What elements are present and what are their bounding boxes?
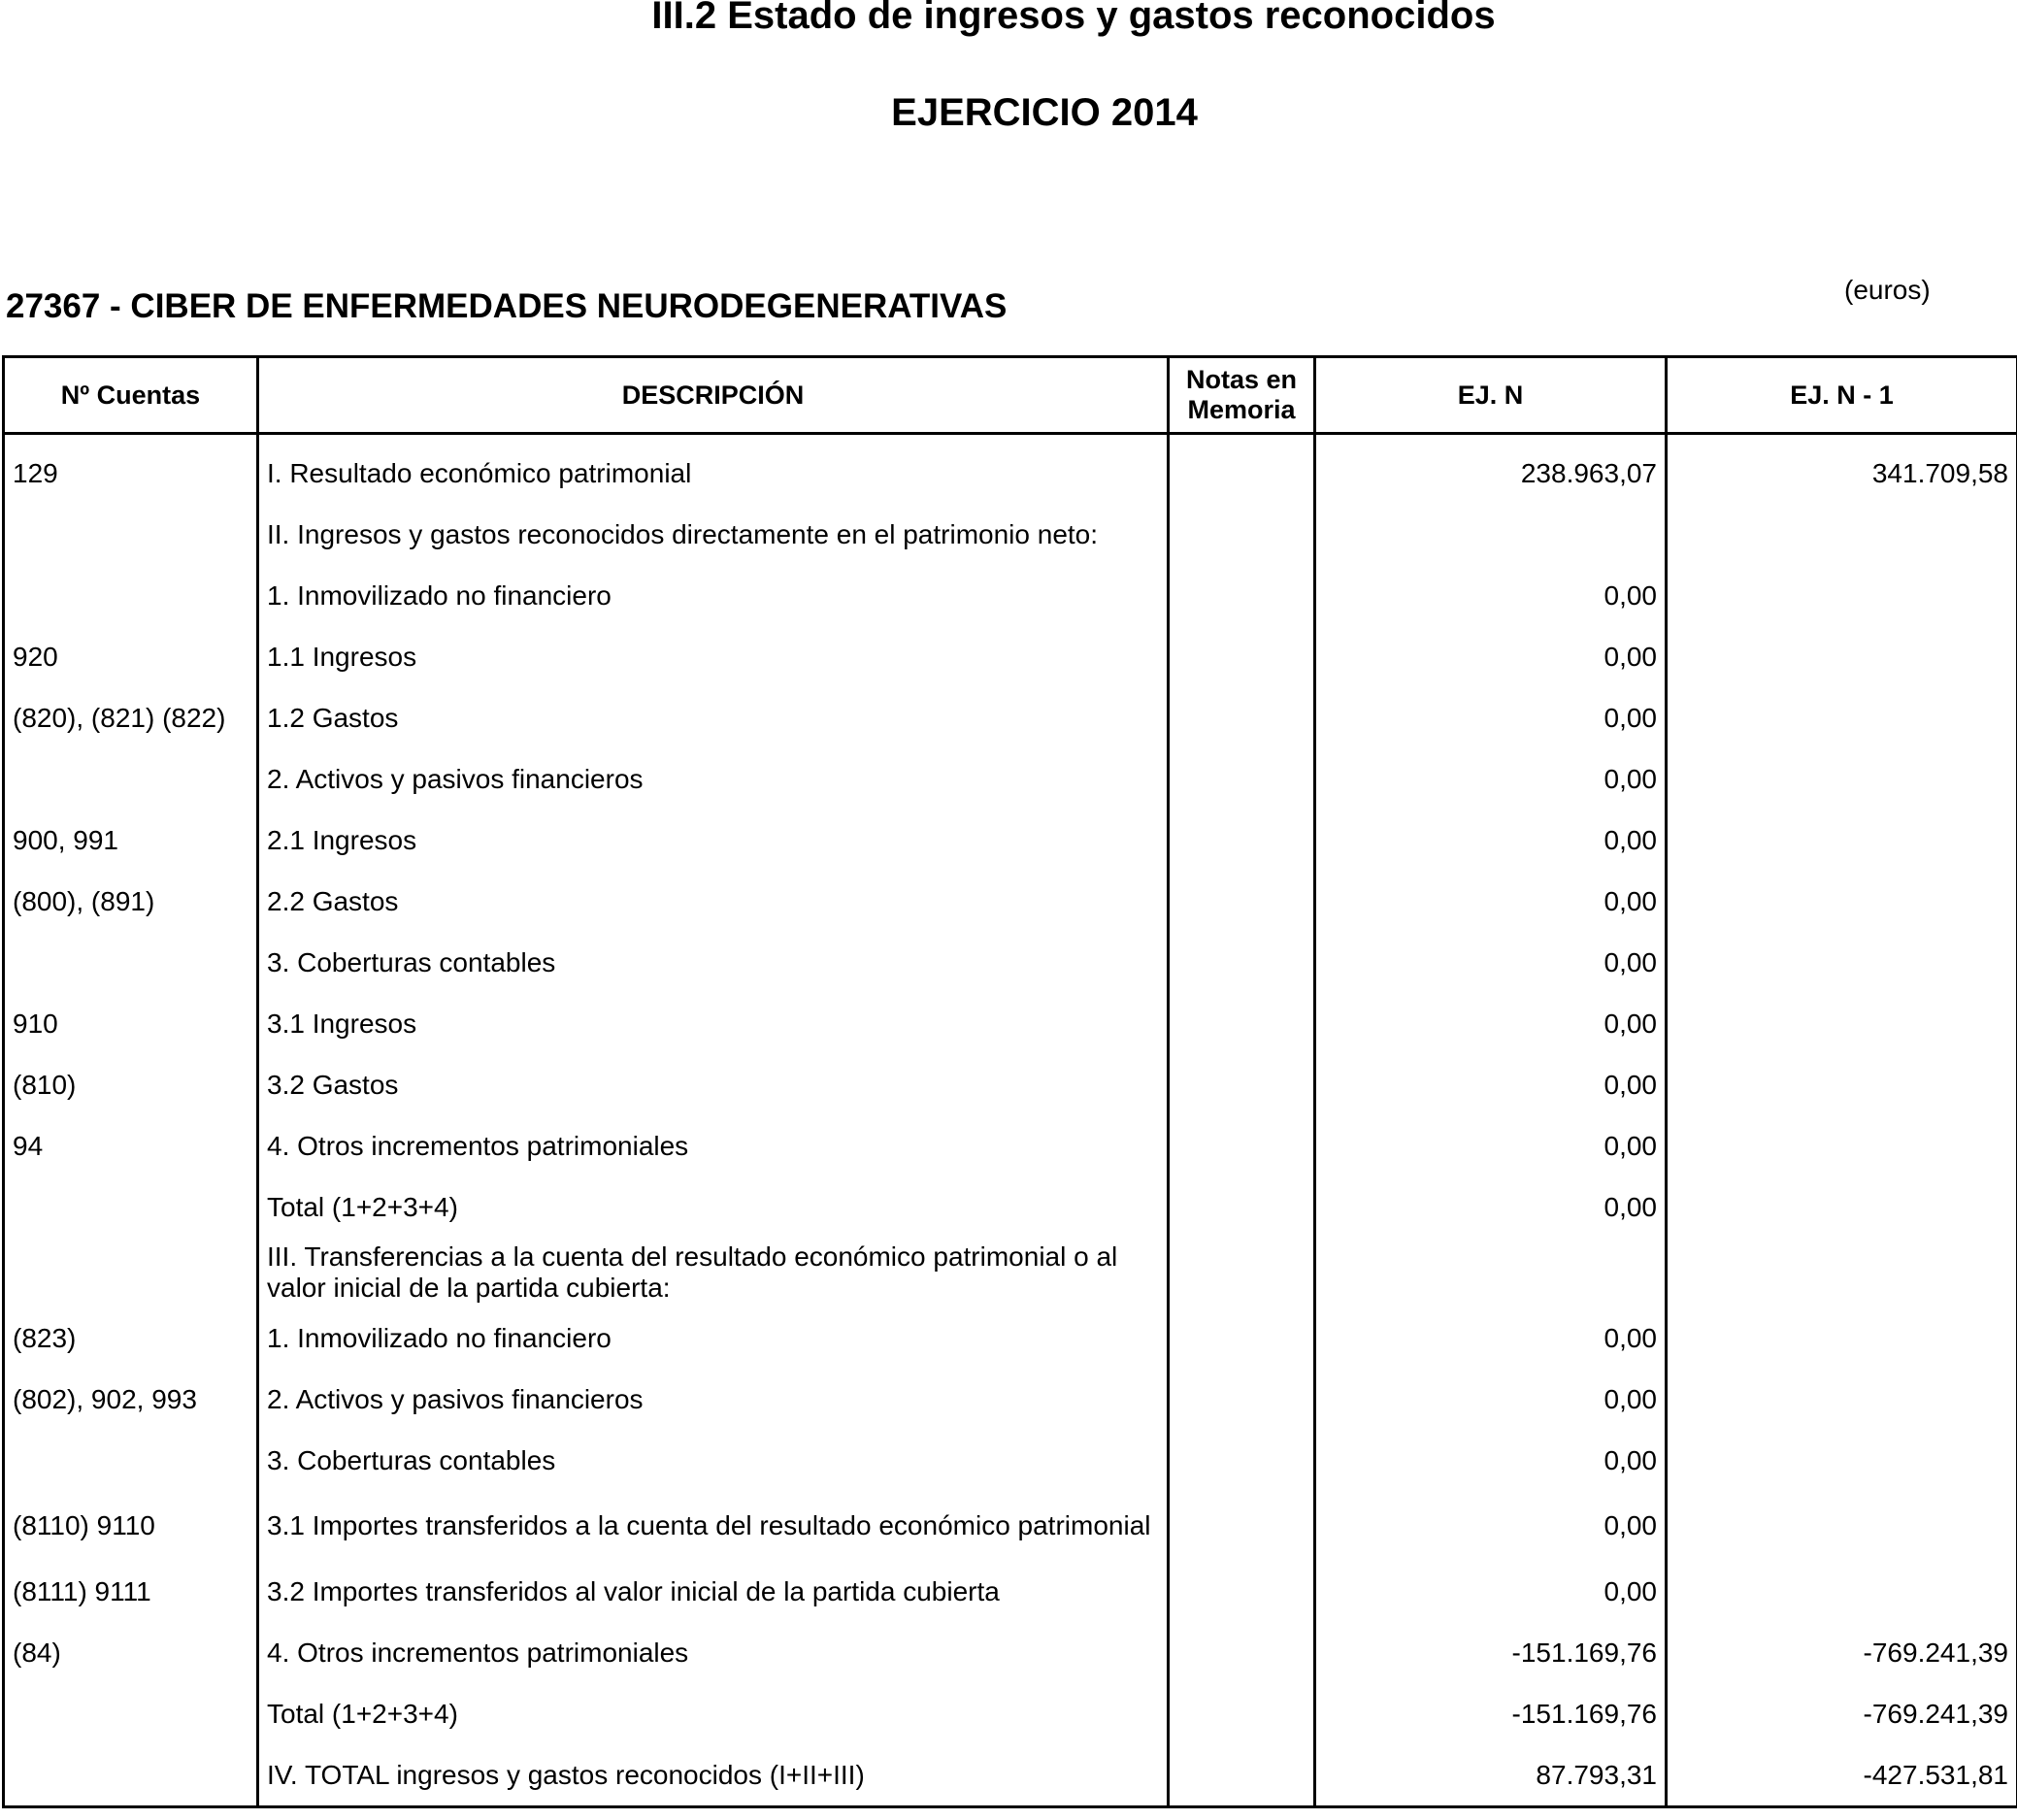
cell-notes xyxy=(1169,748,1315,810)
table-row xyxy=(4,1369,2017,1430)
cell-notes xyxy=(1169,1054,1315,1115)
page-title xyxy=(2,0,2017,38)
cell-current-year: 0,00 xyxy=(1315,626,1667,687)
cell-current-year: 0,00 xyxy=(1315,748,1667,810)
cell-current-year: -151.169,76 xyxy=(1315,1622,1667,1683)
cell-accounts: (84) xyxy=(4,1622,258,1683)
table-row xyxy=(4,1176,2017,1238)
cell-current-year: 0,00 xyxy=(1315,1491,1667,1561)
cell-previous-year: 341.709,58 xyxy=(1667,434,2017,505)
cell-description: 1.1 Ingresos xyxy=(258,626,1169,687)
cell-previous-year xyxy=(1667,1369,2017,1430)
cell-current-year: 0,00 xyxy=(1315,810,1667,871)
cell-previous-year xyxy=(1667,626,2017,687)
cell-notes xyxy=(1169,932,1315,993)
cell-notes xyxy=(1169,434,1315,505)
cell-description: 2. Activos y pasivos financieros xyxy=(258,748,1169,810)
cell-description: 3. Coberturas contables xyxy=(258,932,1169,993)
cell-current-year: 0,00 xyxy=(1315,1561,1667,1622)
cell-notes xyxy=(1169,993,1315,1054)
column-header-notes xyxy=(1169,357,1315,434)
table-row xyxy=(4,993,2017,1054)
cell-notes xyxy=(1169,1683,1315,1744)
cell-accounts xyxy=(4,565,258,626)
entity-heading: 27367 - CIBER DE ENFERMEDADES NEURODEGENERATIVAS xyxy=(6,287,1008,325)
cell-current-year: 0,00 xyxy=(1315,565,1667,626)
currency-unit-label: (euros) xyxy=(1844,275,1931,305)
table-row xyxy=(4,1683,2017,1744)
cell-accounts xyxy=(4,1176,258,1238)
cell-accounts: 94 xyxy=(4,1115,258,1176)
cell-previous-year: -769.241,39 xyxy=(1667,1683,2017,1744)
cell-accounts: (820), (821) (822) xyxy=(4,687,258,748)
cell-accounts xyxy=(4,1683,258,1744)
table-row xyxy=(4,565,2017,626)
cell-previous-year xyxy=(1667,1054,2017,1115)
column-header-description: DESCRIPCIÓN xyxy=(258,357,1169,434)
cell-notes xyxy=(1169,1561,1315,1622)
cell-description: Total (1+2+3+4) xyxy=(258,1683,1169,1744)
fiscal-year-text: EJERCICIO 2014 xyxy=(891,91,1198,134)
cell-accounts: 900, 991 xyxy=(4,810,258,871)
cell-current-year: 238.963,07 xyxy=(1315,434,1667,505)
cell-accounts xyxy=(4,1744,258,1807)
table-row xyxy=(4,1238,2017,1307)
cell-description: 2. Activos y pasivos financieros xyxy=(258,1369,1169,1430)
cell-current-year: 0,00 xyxy=(1315,1430,1667,1491)
cell-current-year: 0,00 xyxy=(1315,1176,1667,1238)
table-row xyxy=(4,1307,2017,1369)
cell-description: 1. Inmovilizado no financiero xyxy=(258,1307,1169,1369)
cell-description: Total (1+2+3+4) xyxy=(258,1176,1169,1238)
table-row xyxy=(4,1491,2017,1561)
cell-previous-year xyxy=(1667,932,2017,993)
cell-accounts xyxy=(4,748,258,810)
cell-previous-year xyxy=(1667,504,2017,565)
cell-description: 3.1 Ingresos xyxy=(258,993,1169,1054)
table-body xyxy=(4,434,2017,1807)
table-row xyxy=(4,748,2017,810)
cell-description: 1.2 Gastos xyxy=(258,687,1169,748)
cell-notes xyxy=(1169,1622,1315,1683)
cell-notes xyxy=(1169,1307,1315,1369)
income-expense-statement-table xyxy=(2,355,2017,1808)
cell-description: 2.2 Gastos xyxy=(258,871,1169,932)
cell-notes xyxy=(1169,1369,1315,1430)
cell-notes xyxy=(1169,626,1315,687)
table-row xyxy=(4,504,2017,565)
cell-current-year: 0,00 xyxy=(1315,932,1667,993)
fiscal-year-title xyxy=(2,91,2017,135)
table-row xyxy=(4,434,2017,505)
cell-description: 3.1 Importes transferidos a la cuenta del resultado económico patrimonial xyxy=(258,1491,1169,1561)
cell-accounts: (800), (891) xyxy=(4,871,258,932)
cell-description: II. Ingresos y gastos reconocidos directamente en el patrimonio neto: xyxy=(258,504,1169,565)
cell-description: 3. Coberturas contables xyxy=(258,1430,1169,1491)
cell-notes xyxy=(1169,1115,1315,1176)
cell-previous-year xyxy=(1667,1176,2017,1238)
cell-description: 3.2 Importes transferidos al valor inicial de la partida cubierta xyxy=(258,1561,1169,1622)
table-row xyxy=(4,687,2017,748)
cell-accounts: (8110) 9110 xyxy=(4,1491,258,1561)
column-header-notes-line1: Notas en xyxy=(1185,365,1298,394)
cell-description: 4. Otros incrementos patrimoniales xyxy=(258,1622,1169,1683)
table-row xyxy=(4,1561,2017,1622)
cell-previous-year xyxy=(1667,871,2017,932)
table-row xyxy=(4,932,2017,993)
table-row xyxy=(4,1744,2017,1807)
cell-previous-year: -769.241,39 xyxy=(1667,1622,2017,1683)
table-row xyxy=(4,871,2017,932)
cell-current-year: 0,00 xyxy=(1315,871,1667,932)
cell-description: IV. TOTAL ingresos y gastos reconocidos (I+II+III) xyxy=(258,1744,1169,1807)
table-row xyxy=(4,1430,2017,1491)
table-row xyxy=(4,626,2017,687)
cell-previous-year xyxy=(1667,1561,2017,1622)
cell-previous-year xyxy=(1667,1307,2017,1369)
cell-previous-year: -427.531,81 xyxy=(1667,1744,2017,1807)
cell-current-year: 0,00 xyxy=(1315,993,1667,1054)
cell-accounts xyxy=(4,1238,258,1307)
cell-notes xyxy=(1169,565,1315,626)
cell-accounts: (8111) 9111 xyxy=(4,1561,258,1622)
cell-accounts xyxy=(4,1430,258,1491)
cell-current-year xyxy=(1315,504,1667,565)
page-title-text: III.2 Estado de ingresos y gastos reconocidos xyxy=(651,0,1496,37)
cell-notes xyxy=(1169,1176,1315,1238)
cell-current-year: -151.169,76 xyxy=(1315,1683,1667,1744)
cell-accounts xyxy=(4,504,258,565)
cell-accounts: (802), 902, 993 xyxy=(4,1369,258,1430)
cell-current-year: 0,00 xyxy=(1315,1369,1667,1430)
cell-previous-year xyxy=(1667,1491,2017,1561)
cell-current-year: 0,00 xyxy=(1315,1307,1667,1369)
column-header-notes-line2: Memoria xyxy=(1187,395,1296,424)
cell-notes xyxy=(1169,810,1315,871)
cell-accounts: 129 xyxy=(4,434,258,505)
cell-notes xyxy=(1169,1744,1315,1807)
cell-previous-year xyxy=(1667,1238,2017,1307)
cell-current-year xyxy=(1315,1238,1667,1307)
cell-previous-year xyxy=(1667,565,2017,626)
cell-notes xyxy=(1169,871,1315,932)
cell-accounts xyxy=(4,932,258,993)
cell-description: 4. Otros incrementos patrimoniales xyxy=(258,1115,1169,1176)
cell-current-year: 87.793,31 xyxy=(1315,1744,1667,1807)
table-row xyxy=(4,810,2017,871)
cell-previous-year xyxy=(1667,687,2017,748)
column-header-current-year: EJ. N xyxy=(1315,357,1667,434)
cell-previous-year xyxy=(1667,810,2017,871)
cell-description: 2.1 Ingresos xyxy=(258,810,1169,871)
cell-accounts: (810) xyxy=(4,1054,258,1115)
cell-current-year: 0,00 xyxy=(1315,1054,1667,1115)
cell-description: I. Resultado económico patrimonial xyxy=(258,434,1169,505)
cell-notes xyxy=(1169,687,1315,748)
table-row xyxy=(4,1054,2017,1115)
cell-previous-year xyxy=(1667,748,2017,810)
cell-current-year: 0,00 xyxy=(1315,1115,1667,1176)
cell-notes xyxy=(1169,1238,1315,1307)
cell-notes xyxy=(1169,504,1315,565)
table-row xyxy=(4,1622,2017,1683)
cell-accounts: 920 xyxy=(4,626,258,687)
cell-notes xyxy=(1169,1491,1315,1561)
cell-current-year: 0,00 xyxy=(1315,687,1667,748)
cell-accounts: 910 xyxy=(4,993,258,1054)
cell-description: III. Transferencias a la cuenta del resultado económico patrimonial o al valor inicial de la partida cubierta: xyxy=(258,1238,1169,1307)
cell-previous-year xyxy=(1667,993,2017,1054)
cell-notes xyxy=(1169,1430,1315,1491)
cell-description: 3.2 Gastos xyxy=(258,1054,1169,1115)
cell-description: 1. Inmovilizado no financiero xyxy=(258,565,1169,626)
table-row xyxy=(4,1115,2017,1176)
column-header-previous-year: EJ. N - 1 xyxy=(1667,357,2017,434)
cell-accounts: (823) xyxy=(4,1307,258,1369)
cell-previous-year xyxy=(1667,1430,2017,1491)
table-header-row xyxy=(4,357,2017,434)
column-header-accounts: Nº Cuentas xyxy=(4,357,258,434)
cell-previous-year xyxy=(1667,1115,2017,1176)
